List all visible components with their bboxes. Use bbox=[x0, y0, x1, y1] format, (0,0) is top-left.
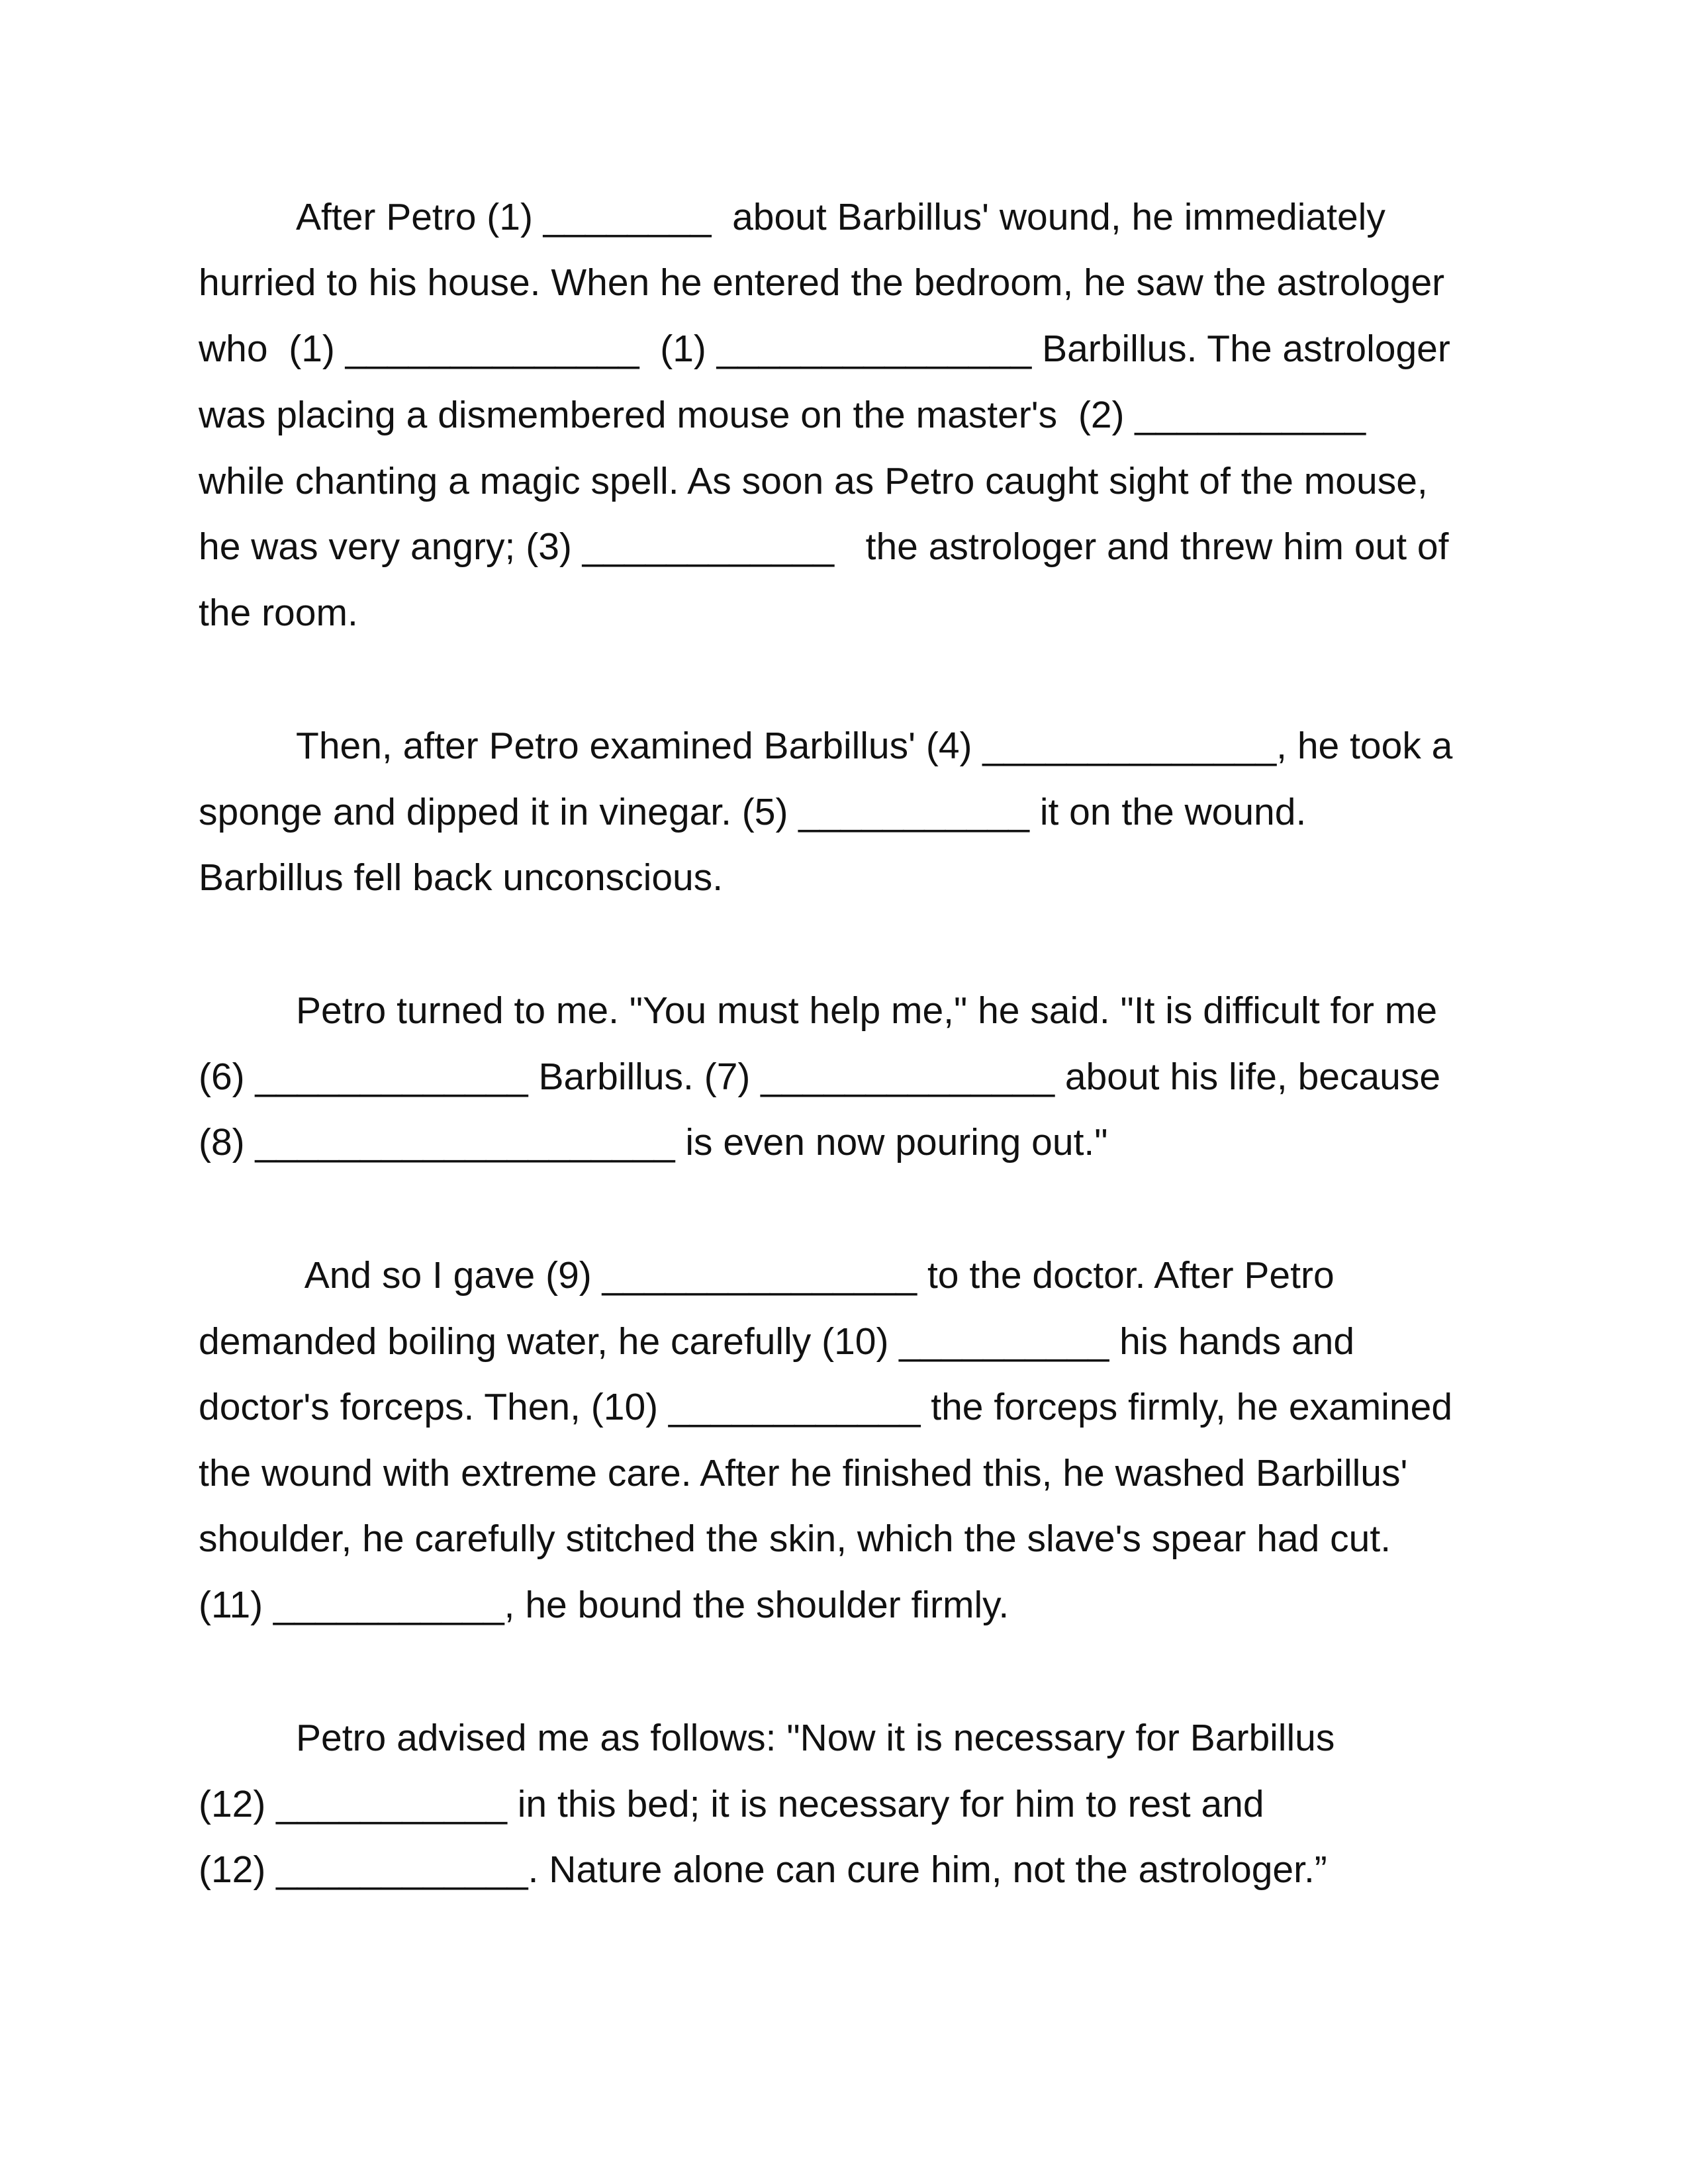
paragraph-3-line-2: (6) _____________ Barbillus. (7) ______________ about his life, because bbox=[199, 1056, 1441, 1098]
paragraph-5-line-1: Petro advised me as follows: "Now it is necessary for Barbillus bbox=[296, 1717, 1335, 1759]
paragraph-1-line-1: After Petro (1) ________ about Barbillus' wound, he immediately bbox=[296, 196, 1385, 238]
paragraph-1-line-5: while chanting a magic spell. As soon as Petro caught sight of the mouse, bbox=[199, 460, 1428, 502]
paragraph-5-line-2: (12) ___________ in this bed; it is necessary for him to rest and bbox=[199, 1783, 1264, 1825]
paragraph-4-line-1: And so I gave (9) _______________ to the doctor. After Petro bbox=[296, 1254, 1335, 1297]
paragraph-2-line-3: Barbillus fell back unconscious. bbox=[199, 856, 724, 899]
paragraph-4-line-4: the wound with extreme care. After he finished this, he washed Barbillus' bbox=[199, 1452, 1408, 1494]
paragraph-4-line-2: demanded boiling water, he carefully (10) __________ his hands and bbox=[199, 1320, 1355, 1363]
paragraph-2-line-1: Then, after Petro examined Barbillus' (4) ______________, he took a bbox=[296, 725, 1453, 767]
paragraph-1-line-7: the room. bbox=[199, 592, 358, 634]
paragraph-1-line-2: hurried to his house. When he entered the bedroom, he saw the astrologer bbox=[199, 261, 1445, 304]
paragraph-1-line-4: was placing a dismembered mouse on the master's (2) ___________ bbox=[199, 394, 1366, 436]
paragraph-2-line-2: sponge and dipped it in vinegar. (5) ___________ it on the wound. bbox=[199, 791, 1307, 833]
paragraph-4-line-5: shoulder, he carefully stitched the skin, which the slave's spear had cut. bbox=[199, 1518, 1391, 1560]
paragraph-1-line-3: who (1) ______________ (1) _______________ Barbillus. The astrologer bbox=[199, 328, 1450, 370]
paragraph-3-line-3: (8) ____________________ is even now pouring out." bbox=[199, 1121, 1108, 1163]
paragraph-3-line-1: Petro turned to me. "You must help me," he said. "It is difficult for me bbox=[296, 989, 1438, 1032]
paragraph-4-line-6: (11) ___________, he bound the shoulder firmly. bbox=[199, 1584, 1009, 1626]
paragraph-1-line-6: he was very angry; (3) ____________ the astrologer and threw him out of bbox=[199, 525, 1449, 568]
paragraph-4-line-3: doctor's forceps. Then, (10) ____________ the forceps firmly, he examined bbox=[199, 1386, 1453, 1428]
paragraph-5-line-3: (12) ____________. Nature alone can cure him, not the astrologer.” bbox=[199, 1848, 1327, 1891]
